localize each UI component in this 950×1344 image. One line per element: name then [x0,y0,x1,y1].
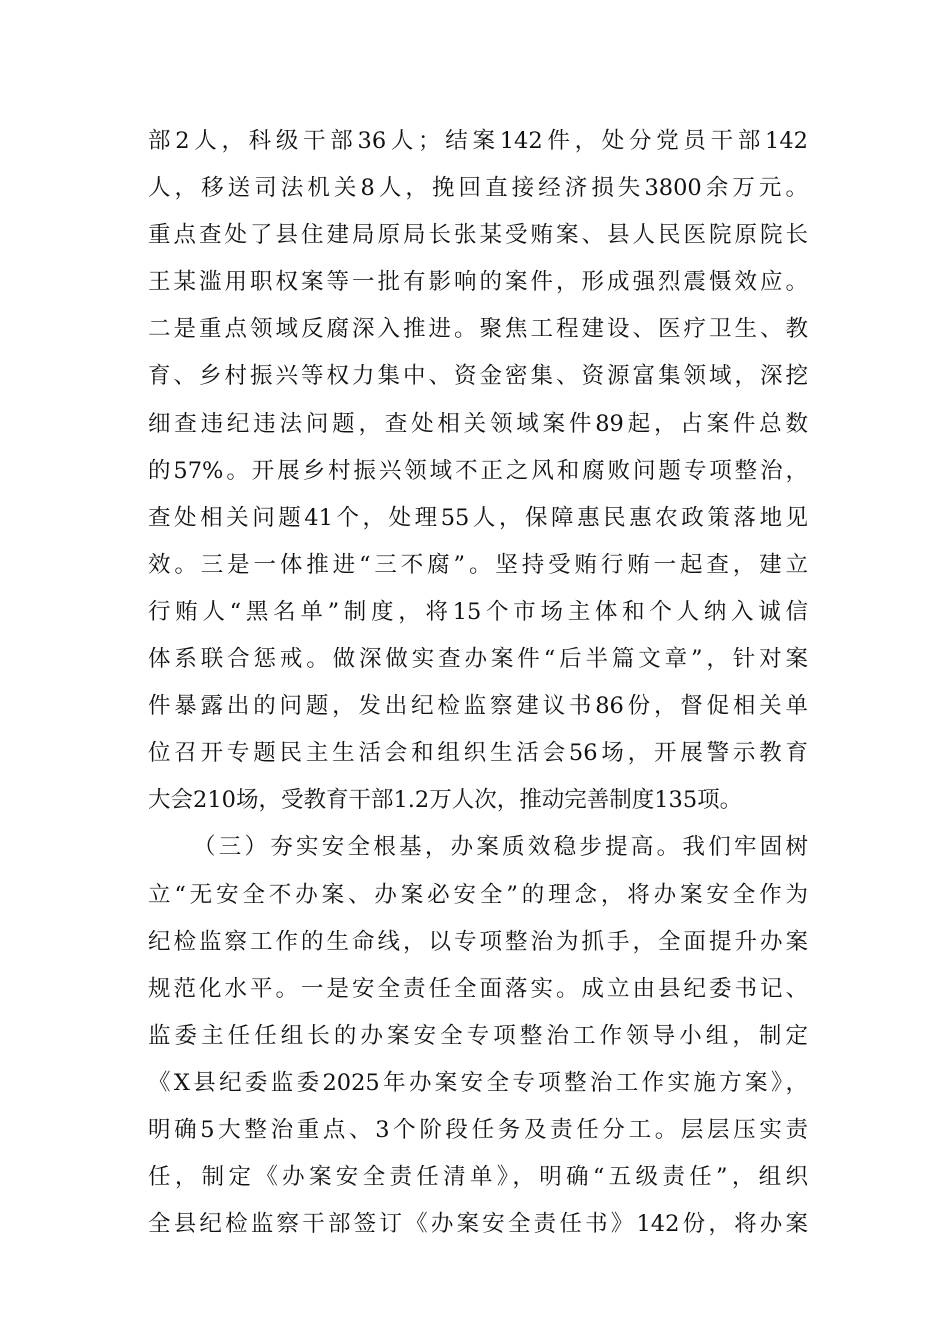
document-body [148,118,808,1248]
text-line: 二是重点领域反腐深入推进。聚焦工程建设、医疗卫生、教 [148,316,808,343]
text-line: 细查违纪违法问题，查处相关领域案件89起，占案件总数 [148,410,808,437]
text-line: 件暴露出的问题，发出纪检监察建议书86份，督促相关单 [148,693,808,720]
text-line: 规范化水平。一是安全责任全面落实。成立由县纪委书记、 [148,975,808,1002]
text-line: 监委主任任组长的办案安全专项整治工作领导小组，制定 [148,1022,808,1049]
text-line: 人，移送司法机关8人，挽回直接经济损失3800余万元。 [148,175,808,202]
text-line: 行贿人“黑名单”制度，将15个市场主体和个人纳入诚信 [148,598,808,625]
text-line: 任，制定《办案安全责任清单》，明确“五级责任”，组织 [148,1164,808,1191]
text-line: 部2人，科级干部36人；结案142件，处分党员干部142 [148,128,808,154]
text-line: 位召开专题民主生活会和组织生活会56场，开展警示教育 [148,740,808,767]
text-line: 查处相关问题41个，处理55人，保障惠民惠农政策落地见 [148,504,808,531]
text-line: 立“无安全不办案、办案必安全”的理念，将办案安全作为 [148,881,808,908]
text-line: 大会210场，受教育干部1.2万人次，推动完善制度135项。 [148,787,743,814]
text-line: 重点查处了县住建局原局长张某受贿案、县人民医院原院长 [148,222,808,249]
text-line: 全县纪检监察干部签订《办案安全责任书》142份，将办案 [148,1211,808,1238]
text-line: 效。三是一体推进“三不腐”。坚持受贿行贿一起查，建立 [148,551,808,578]
text-line: 明确5大整治重点、3个阶段任务及责任分工。层层压实责 [148,1116,808,1143]
text-line: 纪检监察工作的生命线，以专项整治为抓手，全面提升办案 [148,928,808,955]
text-line: 育、乡村振兴等权力集中、资金密集、资源富集领域，深挖 [148,363,808,390]
text-line: 的57%。开展乡村振兴领域不正之风和腐败问题专项整治， [148,457,808,484]
text-line: 王某滥用职权案等一批有影响的案件，形成强烈震慑效应。 [148,269,808,296]
text-line: 《X县纪委监委2025年办案安全专项整治工作实施方案》， [148,1069,808,1096]
section-heading-line: （三）夯实安全根基，办案质效稳步提高。我们牢固树 [193,834,808,861]
text-line: 体系联合惩戒。做深做实查办案件“后半篇文章”，针对案 [148,646,808,673]
